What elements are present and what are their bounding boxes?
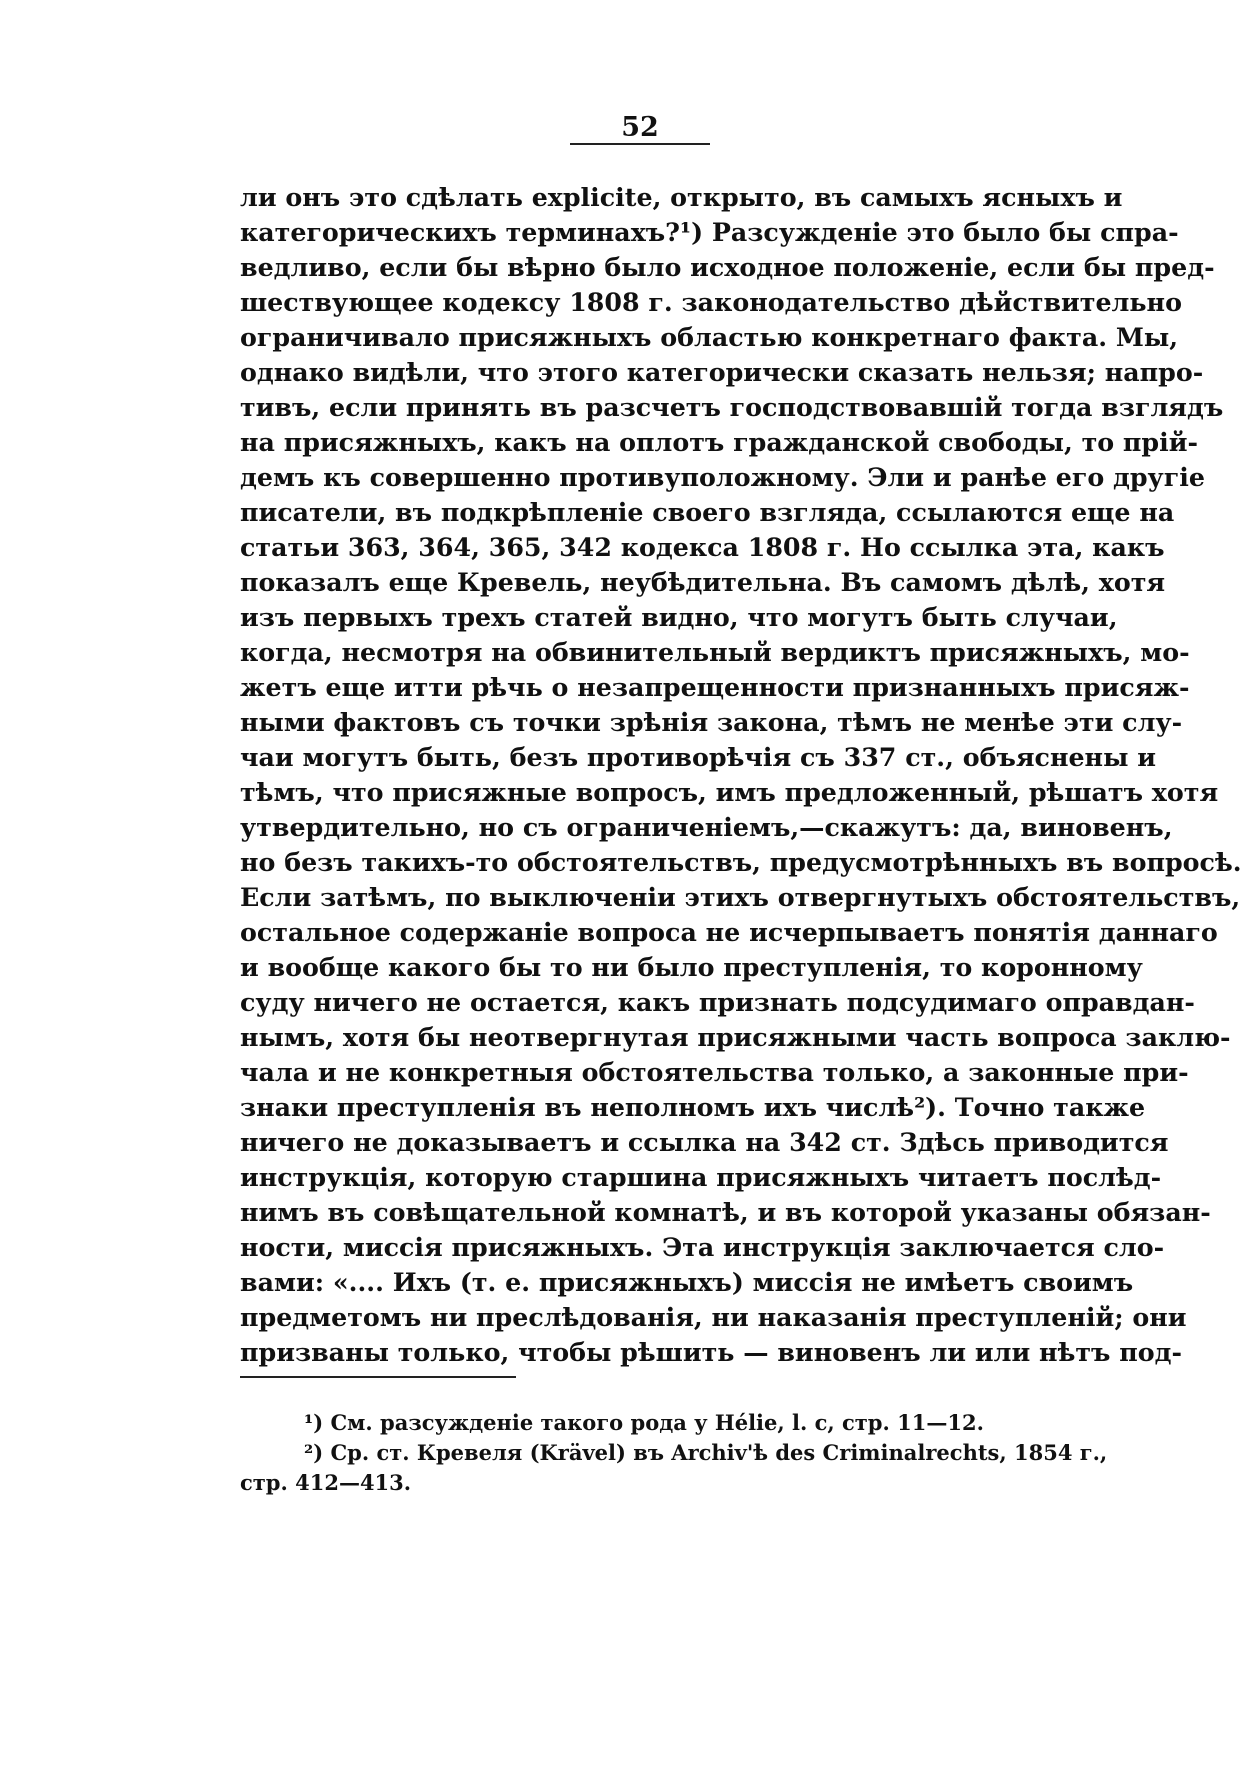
text-line: жетъ еще итти рѣчь о незапрещенности признанныхъ присяж- xyxy=(240,672,1190,702)
text-line: предметомъ ни преслѣдованія, ни наказанія преступленій; они xyxy=(240,1302,1187,1332)
text-line: нымъ, хотя бы неотвергнутая присяжными часть вопроса заклю- xyxy=(240,1022,1231,1052)
text-line: Если затѣмъ, по выключеніи этихъ отвергнутыхъ обстоятельствъ, xyxy=(240,882,1241,912)
footnote-2: ²) Ср. ст. Кревеля (Krävel) въ Archiv'ѣ des Criminalrechts, 1854 г., xyxy=(304,1440,1108,1465)
text-line: когда, несмотря на обвинительный вердиктъ присяжныхъ, мо- xyxy=(240,637,1190,667)
text-line: писатели, въ подкрѣпленіе своего взгляда, ссылаются еще на xyxy=(240,497,1175,527)
footnote-rule xyxy=(240,1376,516,1378)
text-line: инструкція, которую старшина присяжныхъ читаетъ послѣд- xyxy=(240,1162,1162,1192)
footnote-1: ¹) См. разсужденіе такого рода у Hélie, l. c, стр. 11—12. xyxy=(304,1410,984,1435)
text-line: ности, миссія присяжныхъ. Эта инструкція заключается сло- xyxy=(240,1232,1165,1262)
text-line: но безъ такихъ-то обстоятельствъ, предусмотрѣнныхъ въ вопросѣ. xyxy=(240,847,1242,877)
footnote-2-continuation: стр. 412—413. xyxy=(240,1470,412,1495)
text-line: ными фактовъ съ точки зрѣнія закона, тѣмъ не менѣе эти слу- xyxy=(240,707,1183,737)
text-line: тѣмъ, что присяжные вопросъ, имъ предложенный, рѣшатъ хотя xyxy=(240,777,1219,807)
footnotes xyxy=(240,1408,1108,1498)
text-line: однако видѣли, что этого категорически сказать нельзя; напро- xyxy=(240,357,1204,387)
text-line: нимъ въ совѣщательной комнатѣ, и въ которой указаны обязан- xyxy=(240,1197,1211,1227)
text-line: и вообще какого бы то ни было преступленія, то коронному xyxy=(240,952,1143,982)
text-line: тивъ, если принять въ разсчетъ господствовавшій тогда взглядъ xyxy=(240,392,1224,422)
text-line: шествующее кодексу 1808 г. законодательство дѣйствительно xyxy=(240,287,1182,317)
text-line: ведливо, если бы вѣрно было исходное положеніе, если бы пред- xyxy=(240,252,1215,282)
text-line: на присяжныхъ, какъ на оплотъ гражданской свободы, то прій- xyxy=(240,427,1198,457)
text-line: призваны только, чтобы рѣшить — виновенъ ли или нѣтъ под- xyxy=(240,1337,1182,1367)
text-line: категорическихъ терминахъ?¹) Разсужденіе это было бы спра- xyxy=(240,217,1179,247)
text-line: изъ первыхъ трехъ статей видно, что могутъ быть случаи, xyxy=(240,602,1118,632)
body-text xyxy=(240,180,1242,1370)
page-number: 52 xyxy=(621,112,659,143)
text-line: показалъ еще Кревель, неубѣдительна. Въ самомъ дѣлѣ, хотя xyxy=(240,567,1166,597)
text-line: суду ничего не остается, какъ признать подсудимаго оправдан- xyxy=(240,987,1195,1017)
text-line: демъ къ совершенно противуположному. Эли и ранѣе его другіе xyxy=(240,462,1205,492)
text-line: утвердительно, но съ ограниченіемъ,—скажутъ: да, виновенъ, xyxy=(240,812,1173,842)
text-line: остальное содержаніе вопроса не исчерпываетъ понятія даннаго xyxy=(240,917,1218,947)
text-line: ли онъ это сдѣлать explicite, открыто, въ самыхъ ясныхъ и xyxy=(240,182,1123,212)
text-line: вами: «.... Ихъ (т. е. присяжныхъ) миссія не имѣетъ своимъ xyxy=(240,1267,1134,1297)
text-line: ничего не доказываетъ и ссылка на 342 ст. Здѣсь приводится xyxy=(240,1127,1169,1157)
page-number-rule xyxy=(570,143,710,145)
text-line: чаи могутъ быть, безъ противорѣчія съ 337 ст., объяснены и xyxy=(240,742,1156,772)
text-line: чала и не конкретныя обстоятельства только, а законные при- xyxy=(240,1057,1189,1087)
text-line: ограничивало присяжныхъ областью конкретнаго факта. Мы, xyxy=(240,322,1179,352)
text-line: знаки преступленія въ неполномъ ихъ числѣ²). Точно также xyxy=(240,1092,1146,1122)
text-line: статьи 363, 364, 365, 342 кодекса 1808 г. Но ссылка эта, какъ xyxy=(240,532,1165,562)
